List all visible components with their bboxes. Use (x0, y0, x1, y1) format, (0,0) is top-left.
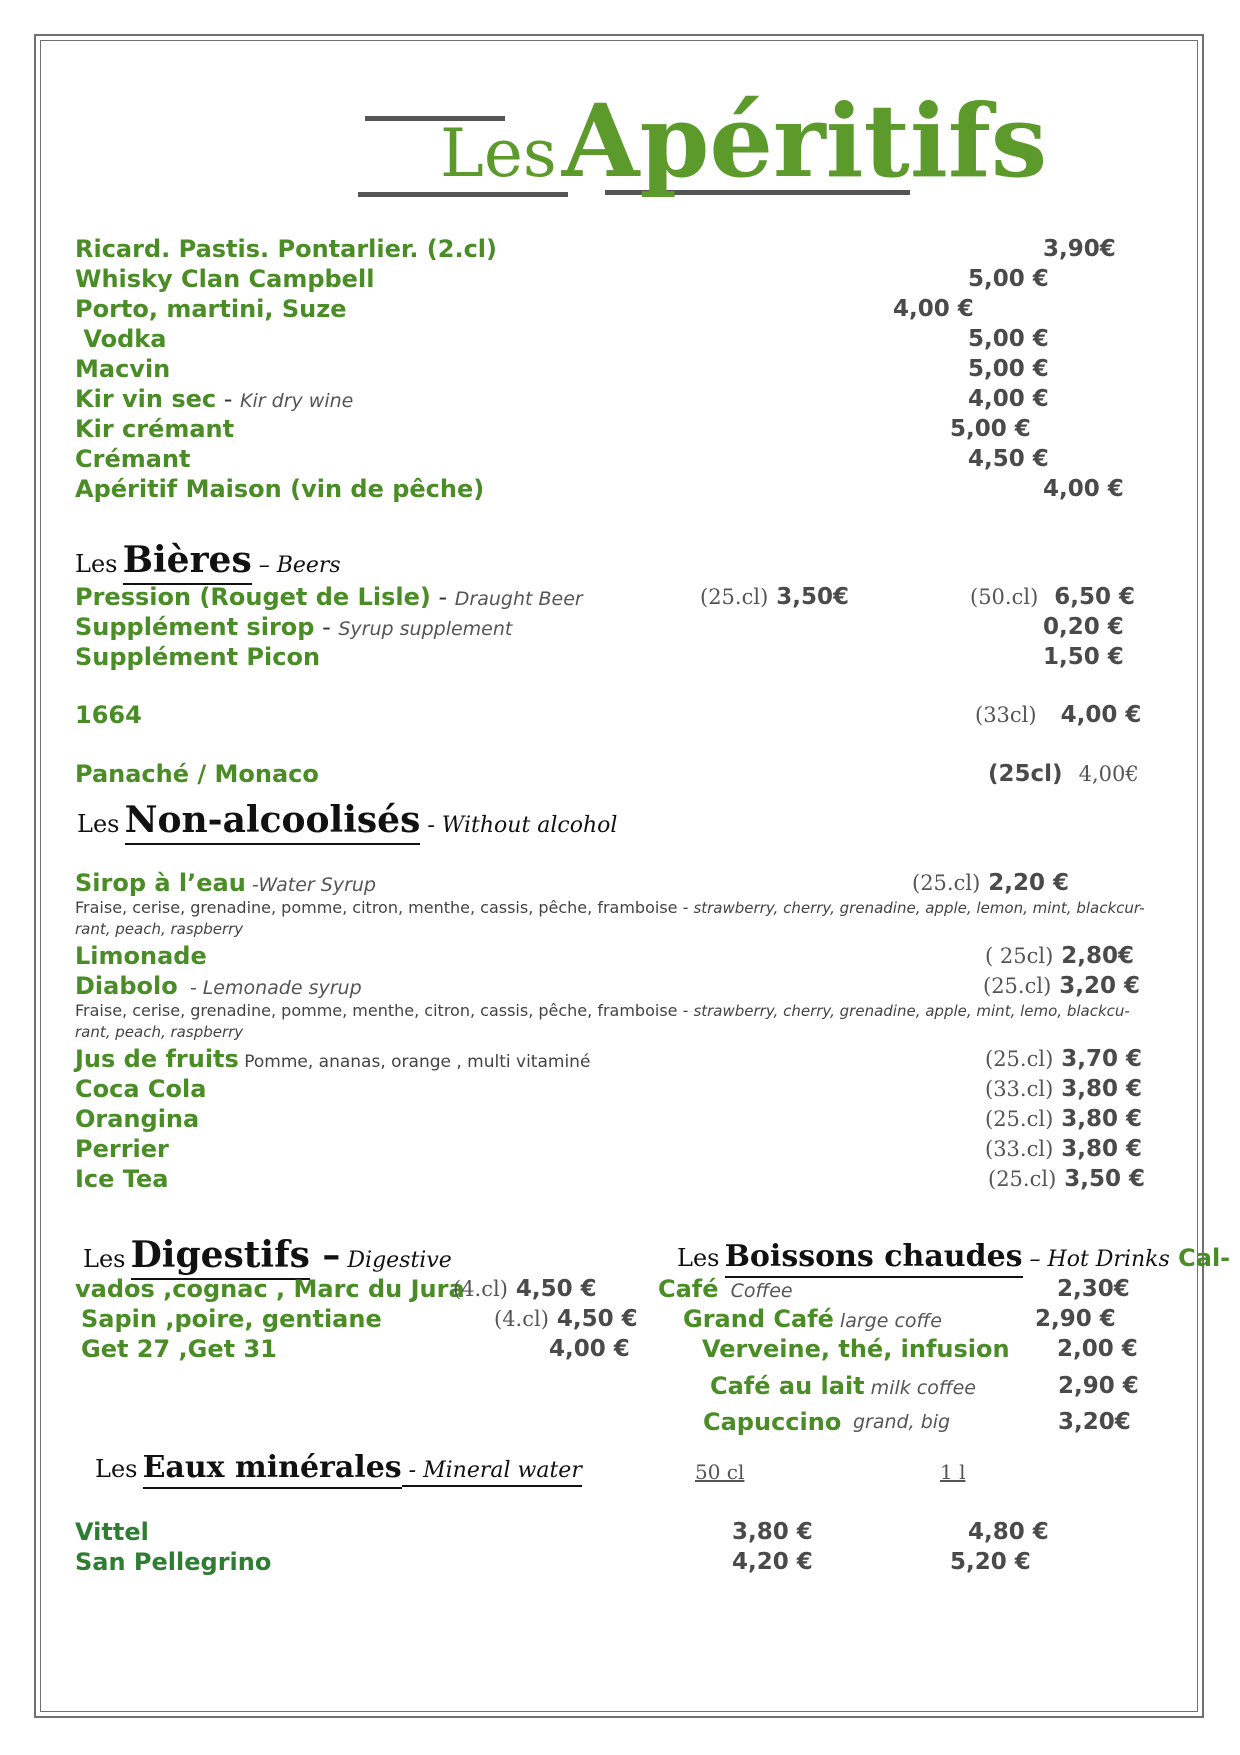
beer-price-large (970, 582, 1135, 612)
price: 3,80 € (1061, 1076, 1143, 1102)
heading-les: Les (677, 1244, 720, 1272)
item-translation: Kir dry wine (240, 390, 354, 412)
water-price-50cl: 3,80 € (732, 1519, 813, 1545)
flavours-fr: Fraise, cerise, grenadine, pomme, citron, menthe, cassis, pêche, framboise - (75, 898, 694, 917)
aperitif-price: 5,00 € (968, 266, 1049, 292)
item-name: Perrier (75, 1135, 169, 1163)
soft-price (988, 1164, 1145, 1194)
flavour-list (75, 1000, 1130, 1022)
price: 3,50€ (776, 584, 850, 610)
soft-price (983, 971, 1140, 1001)
beer-item (75, 582, 583, 614)
hot-drink-item (702, 1334, 1010, 1364)
item-name: Orangina (75, 1105, 200, 1133)
item-name: Jus de fruits (75, 1045, 239, 1073)
item-name: Capuccino (703, 1408, 842, 1436)
item-name: Café au lait (710, 1372, 865, 1400)
item-name: Macvin (75, 355, 171, 383)
aperitif-item (75, 294, 347, 324)
beer-price: 0,20 € (1043, 614, 1124, 640)
flavours-en: strawberry, cherry, grenadine, apple, mint, lemo, blackcu- (693, 1002, 1130, 1020)
item-name: vados ,cognac , Marc du Jura (75, 1275, 465, 1303)
item-translation: milk coffee (864, 1377, 976, 1399)
water-item (75, 1517, 149, 1547)
hot-drink-price: 3,20€ (1058, 1409, 1131, 1435)
beer-price (975, 700, 1141, 730)
price: 6,50 € (1054, 584, 1136, 610)
title-main: Apéritifs (561, 82, 1048, 200)
soft-item (75, 1104, 199, 1134)
separator: - (314, 613, 339, 641)
item-translation: -Water Syrup (245, 874, 376, 896)
digestif-item (81, 1304, 382, 1334)
volume: (4.cl) (453, 1277, 508, 1301)
flavours-en: strawberry, cherry, grenadine, apple, lemon, mint, blackcur- (693, 899, 1145, 917)
price: 4,50 € (515, 1276, 597, 1302)
item-name: Verveine, thé, infusion (702, 1335, 1010, 1363)
digestif-price: 4,00 € (549, 1336, 630, 1362)
soft-item (75, 1074, 206, 1104)
volume: (33.cl) (985, 1137, 1054, 1161)
heading-title: Non-alcoolisés (125, 799, 421, 845)
heading-subtitle: - Without alcohol (420, 813, 618, 838)
water-item (75, 1547, 271, 1577)
heading-les: Les (75, 550, 118, 578)
heading-subtitle: Digestive (340, 1248, 452, 1273)
soft-item (75, 1134, 169, 1164)
heading-subtitle: - Mineral water (402, 1458, 582, 1487)
item-translation: Syrup supplement (338, 618, 513, 640)
volume: (50.cl) (970, 585, 1039, 609)
price: 3,50 € (1064, 1166, 1146, 1192)
heading-subtitle: – Hot Drinks (1022, 1247, 1170, 1272)
item-name: Supplément sirop (75, 613, 315, 641)
price: 2,80€ (1061, 943, 1135, 969)
digestif-price (494, 1304, 638, 1334)
flavour-list-cont (75, 918, 243, 940)
item-name: Get 27 ,Get 31 (81, 1335, 277, 1363)
volume: (33.cl) (985, 1077, 1054, 1101)
aperitif-item (75, 384, 353, 416)
soft-item (75, 1164, 168, 1194)
item-name: Porto, martini, Suze (75, 295, 347, 323)
heading-les: Les (95, 1455, 138, 1483)
item-name: Pression (Rouget de Lisle) (75, 583, 431, 611)
volume: (25.cl) (912, 871, 981, 895)
heading-title: Eaux minérales (143, 1450, 402, 1489)
separator: - (216, 385, 241, 413)
water-price-1l: 5,20 € (950, 1549, 1031, 1575)
heading-subtitle: – Beers (251, 553, 341, 578)
heading-title: Digestifs (131, 1234, 310, 1280)
flavour-list (75, 897, 1145, 919)
aperitif-price: 4,50 € (968, 446, 1049, 472)
aperitif-price: 4,00 € (968, 386, 1049, 412)
soft-price (985, 1104, 1142, 1134)
item-name: Apéritif Maison (vin de pêche) (75, 475, 485, 503)
page-title (440, 82, 1047, 200)
section-heading-eaux-minerales (95, 1448, 582, 1492)
aperitif-price: 5,00 € (968, 356, 1049, 382)
aperitif-item (75, 324, 166, 354)
volume: (4.cl) (494, 1307, 549, 1331)
water-price-50cl: 4,20 € (732, 1549, 813, 1575)
item-name: Sapin ,poire, gentiane (81, 1305, 382, 1333)
item-name: Sirop à l’eau (75, 869, 246, 897)
aperitif-item (75, 264, 374, 294)
hot-drink-price: 2,90 € (1035, 1306, 1116, 1332)
flavours-en: rant, peach, raspberry (75, 1023, 244, 1041)
item-name: Grand Café (683, 1305, 834, 1333)
beer-item (75, 700, 142, 730)
item-translation: large coffe (833, 1310, 942, 1332)
separator: - (430, 583, 455, 611)
heading-les: Les (77, 810, 120, 838)
item-name: Vittel (75, 1518, 149, 1546)
aperitif-price: 5,00 € (968, 326, 1049, 352)
item-name: Limonade (75, 942, 207, 970)
item-name: Vodka (75, 325, 167, 353)
water-price-1l: 4,80 € (968, 1519, 1049, 1545)
item-translation: - Lemonade syrup (177, 977, 362, 999)
beer-price (988, 759, 1139, 789)
hot-drink-price: 2,90 € (1058, 1373, 1139, 1399)
aperitif-item (75, 474, 484, 504)
item-name: Ricard. Pastis. Pontarlier. (2.cl) (75, 235, 497, 263)
aperitif-price: 4,00 € (1043, 476, 1124, 502)
section-heading-non-alcoolises (77, 800, 617, 847)
soft-price (985, 941, 1134, 971)
digestif-item (75, 1274, 465, 1304)
beer-price: 1,50 € (1043, 644, 1124, 670)
volume: (25.cl) (985, 1047, 1054, 1071)
price: 3,80 € (1061, 1136, 1143, 1162)
hot-drink-item (710, 1371, 976, 1403)
digestif-item (81, 1334, 277, 1364)
price: 3,70 € (1061, 1046, 1143, 1072)
soft-item (75, 1044, 590, 1077)
heading-les: Les (83, 1245, 126, 1273)
soft-item (75, 971, 362, 1003)
item-name: San Pellegrino (75, 1548, 272, 1576)
hot-drink-item (683, 1304, 942, 1336)
hot-drink-item (658, 1274, 793, 1306)
price: 3,80 € (1061, 1106, 1143, 1132)
item-name: Kir crémant (75, 415, 235, 443)
aperitif-item (75, 414, 234, 444)
item-translation: Draught Beer (454, 588, 583, 610)
soft-price (985, 1134, 1142, 1164)
item-name: Ice Tea (75, 1165, 169, 1193)
soft-price (912, 868, 1069, 898)
item-name: 1664 (75, 701, 142, 729)
heading-title: Boissons chaudes (725, 1239, 1023, 1278)
item-name: Diabolo (75, 972, 178, 1000)
calvados-overflow: Cal- (1169, 1244, 1231, 1272)
hot-drink-price: 2,00 € (1057, 1336, 1138, 1362)
volume: (33cl) (975, 703, 1037, 727)
item-translation: Coffee (718, 1280, 793, 1302)
price: 4,00 € (1060, 702, 1142, 728)
soft-item (75, 868, 376, 900)
beer-item (75, 642, 320, 672)
beer-item (75, 612, 512, 644)
volume: (25.cl) (985, 1107, 1054, 1131)
column-header-50cl: 50 cl (695, 1460, 745, 1484)
price: 4,00€ (1078, 762, 1139, 786)
price: 2,20 € (988, 870, 1070, 896)
flavour-list-cont (75, 1021, 243, 1043)
title-les: Les (440, 115, 557, 192)
section-heading-bieres (75, 540, 341, 587)
hot-drink-item (703, 1407, 841, 1437)
aperitif-item (75, 354, 170, 384)
volume: (25cl) (988, 761, 1063, 787)
item-translation: grand, big (853, 1411, 951, 1433)
soft-price (985, 1044, 1142, 1074)
item-name: Café (658, 1275, 719, 1303)
item-name: Coca Cola (75, 1075, 207, 1103)
soft-price (985, 1074, 1142, 1104)
beer-item (75, 759, 319, 789)
aperitif-item (75, 234, 497, 264)
price: 4,50 € (556, 1306, 638, 1332)
aperitif-price: 3,90€ (1043, 236, 1116, 262)
column-header-1l: 1 l (940, 1460, 966, 1484)
soft-item (75, 941, 207, 971)
price: 3,20 € (1059, 973, 1141, 999)
volume: (25.cl) (988, 1167, 1057, 1191)
item-name: Supplément Picon (75, 643, 321, 671)
heading-dash: – (309, 1234, 341, 1276)
flavours-fr: Fraise, cerise, grenadine, pomme, menthe, citron, cassis, pêche, framboise - (75, 1001, 694, 1020)
beer-price-small (700, 582, 849, 612)
aperitif-price: 4,00 € (893, 296, 974, 322)
item-description: Pomme, ananas, orange , multi vitaminé (238, 1052, 591, 1072)
volume: (25.cl) (983, 974, 1052, 998)
flavours-en: rant, peach, raspberry (75, 920, 244, 938)
heading-title: Bières (123, 539, 252, 585)
item-name: Whisky Clan Campbell (75, 265, 375, 293)
aperitif-price: 5,00 € (950, 416, 1031, 442)
aperitif-item (75, 444, 191, 474)
item-name: Kir vin sec (75, 385, 217, 413)
hot-drink-price: 2,30€ (1057, 1276, 1130, 1302)
volume: ( 25cl) (985, 944, 1054, 968)
item-name: Panaché / Monaco (75, 760, 319, 788)
digestif-price (453, 1274, 597, 1304)
item-name: Crémant (75, 445, 191, 473)
volume: (25.cl) (700, 585, 769, 609)
